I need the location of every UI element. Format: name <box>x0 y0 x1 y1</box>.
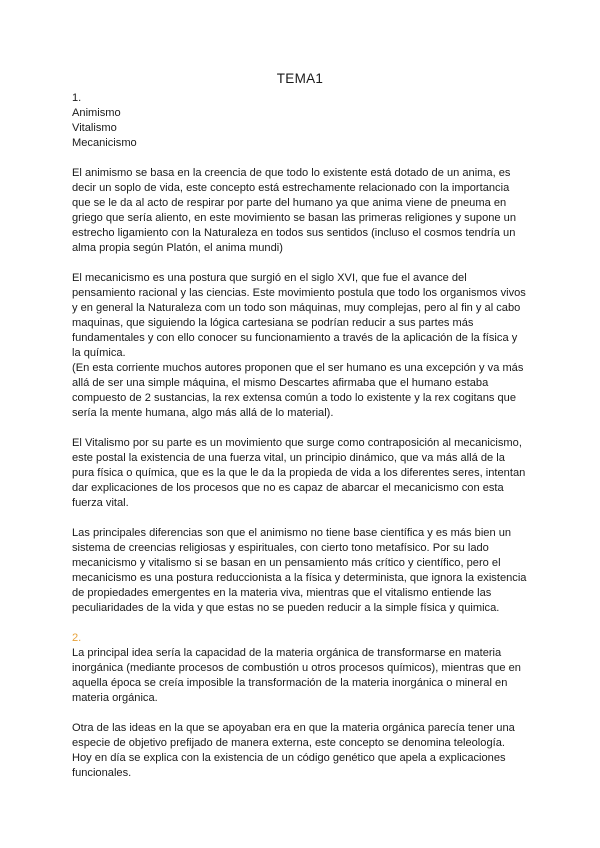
text-line: y en general la Naturaleza com un todo son máquinas, muy complejas, pero al fin y al cabo <box>72 302 521 314</box>
text-line: peculiaridades de la vida y que estas no se pueden reducir a la simple física y quimica. <box>72 602 500 614</box>
text-line: sería la mente humana, algo más allá de lo material). <box>72 407 334 419</box>
text-line: fundamentales y con ello conocer su funcionamiento a través de la aplicación de la física y <box>72 332 518 344</box>
paragraph <box>72 436 528 511</box>
text-line: mecanicismo es una postura reduccionista a la física y determinista, que ignora la existencia <box>72 572 527 584</box>
text-line: aquella época se creía imposible la transformación de la materia inorgánica o mineral en <box>72 677 508 689</box>
paragraph <box>72 271 528 421</box>
section-2-body <box>72 646 528 781</box>
text-line: materia orgánica. <box>72 692 158 704</box>
text-line: griego que sería aliento, en este movimiento se basan las primeras religiones y supone un <box>72 212 517 224</box>
text-line: este postal la existencia de una fuerza vital, un principio dinámico, que va más allá de la <box>72 452 505 464</box>
text-line: la química. <box>72 347 126 359</box>
text-line: maquinas, que siguiendo la lógica cartesiana se podrían reducir a sus partes más <box>72 317 474 329</box>
text-line: pensamiento racional y las ciencias. Este movimiento postula que todo los organismos vivos <box>72 287 526 299</box>
text-line: fuerza vital. <box>72 497 129 509</box>
text-line: El mecanicismo es una postura que surgió en el siglo XVI, que fue el avance del <box>72 272 467 284</box>
text-line: que se le da al acto de respirar por parte del humano ya que anima viene de pneuma en <box>72 197 507 209</box>
text-line: La principal idea sería la capacidad de la materia orgánica de transformarse en materia <box>72 647 502 659</box>
text-line: El Vitalismo por su parte es un movimiento que surge como contraposición al mecanicismo, <box>72 437 522 449</box>
text-line: Las principales diferencias son que el animismo no tiene base científica y es más bien un <box>72 527 512 539</box>
text-line: estrecho ligamiento con la Naturaleza en todos sus sentidos (incluso el cosmos tendría un <box>72 227 516 239</box>
text-line: inorgánica (mediante procesos de combustión u otros procesos químicos), mientras que en <box>72 662 521 674</box>
section-2-number: 2. <box>72 632 82 644</box>
paragraph <box>72 721 528 781</box>
section-1-body <box>72 166 528 631</box>
text-line: funcionales. <box>72 767 132 779</box>
text-line: El animismo se basa en la creencia de que todo lo existente está dotado de un anima, es <box>72 167 511 179</box>
text-line: Hoy en día se explica con la existencia de un código genético que apela a explicaciones <box>72 752 506 764</box>
text-line: decir un soplo de vida, este concepto está estrechamente relacionado con la importancia <box>72 182 510 194</box>
document-page <box>72 70 528 781</box>
text-line: mecanicismo y vitalismo si se basan en un pensamiento más crítico y científico, pero el <box>72 557 501 569</box>
paragraph <box>72 166 528 256</box>
section-1-number: 1. <box>72 92 82 104</box>
paragraph <box>72 646 528 706</box>
paragraph <box>72 526 528 616</box>
text-line: especie de objetivo prefijado de manera externa, este concepto se denomina teleología. <box>72 737 505 749</box>
text-line: pura física o química, que es la que le da la propieda de vida a los diferentes seres, intentan <box>72 467 526 479</box>
list-item: Mecanicismo <box>72 137 137 149</box>
text-line: Otra de las ideas en la que se apoyaban era en que la materia orgánica parecía tener una <box>72 722 515 734</box>
topic-list <box>72 106 528 151</box>
text-line: dar explicaciones de los procesos que no es capaz de abarcar el mecanicismo con esta <box>72 482 504 494</box>
list-item: Vitalismo <box>72 122 117 134</box>
text-line: alma propia según Platón, el anima mundi) <box>72 242 283 254</box>
text-line: (En esta corriente muchos autores proponen que el ser humano es una excepción y va más <box>72 362 524 374</box>
document-title: TEMA1 <box>276 71 324 86</box>
text-line: sistema de creencias religiosas y espirituales, con cierto tono metafísico. Por su lado <box>72 542 489 554</box>
text-line: allá de ser una simple máquina, el mismo Descartes afirmaba que el humano estaba <box>72 377 489 389</box>
text-line: compuesto de 2 sustancias, la rex extensa común a todo lo existente y la rex cogitans que <box>72 392 517 404</box>
text-line: de propiedades emergentes en la materia viva, mientras que el vitalismo entiende las <box>72 587 492 599</box>
list-item: Animismo <box>72 107 121 119</box>
